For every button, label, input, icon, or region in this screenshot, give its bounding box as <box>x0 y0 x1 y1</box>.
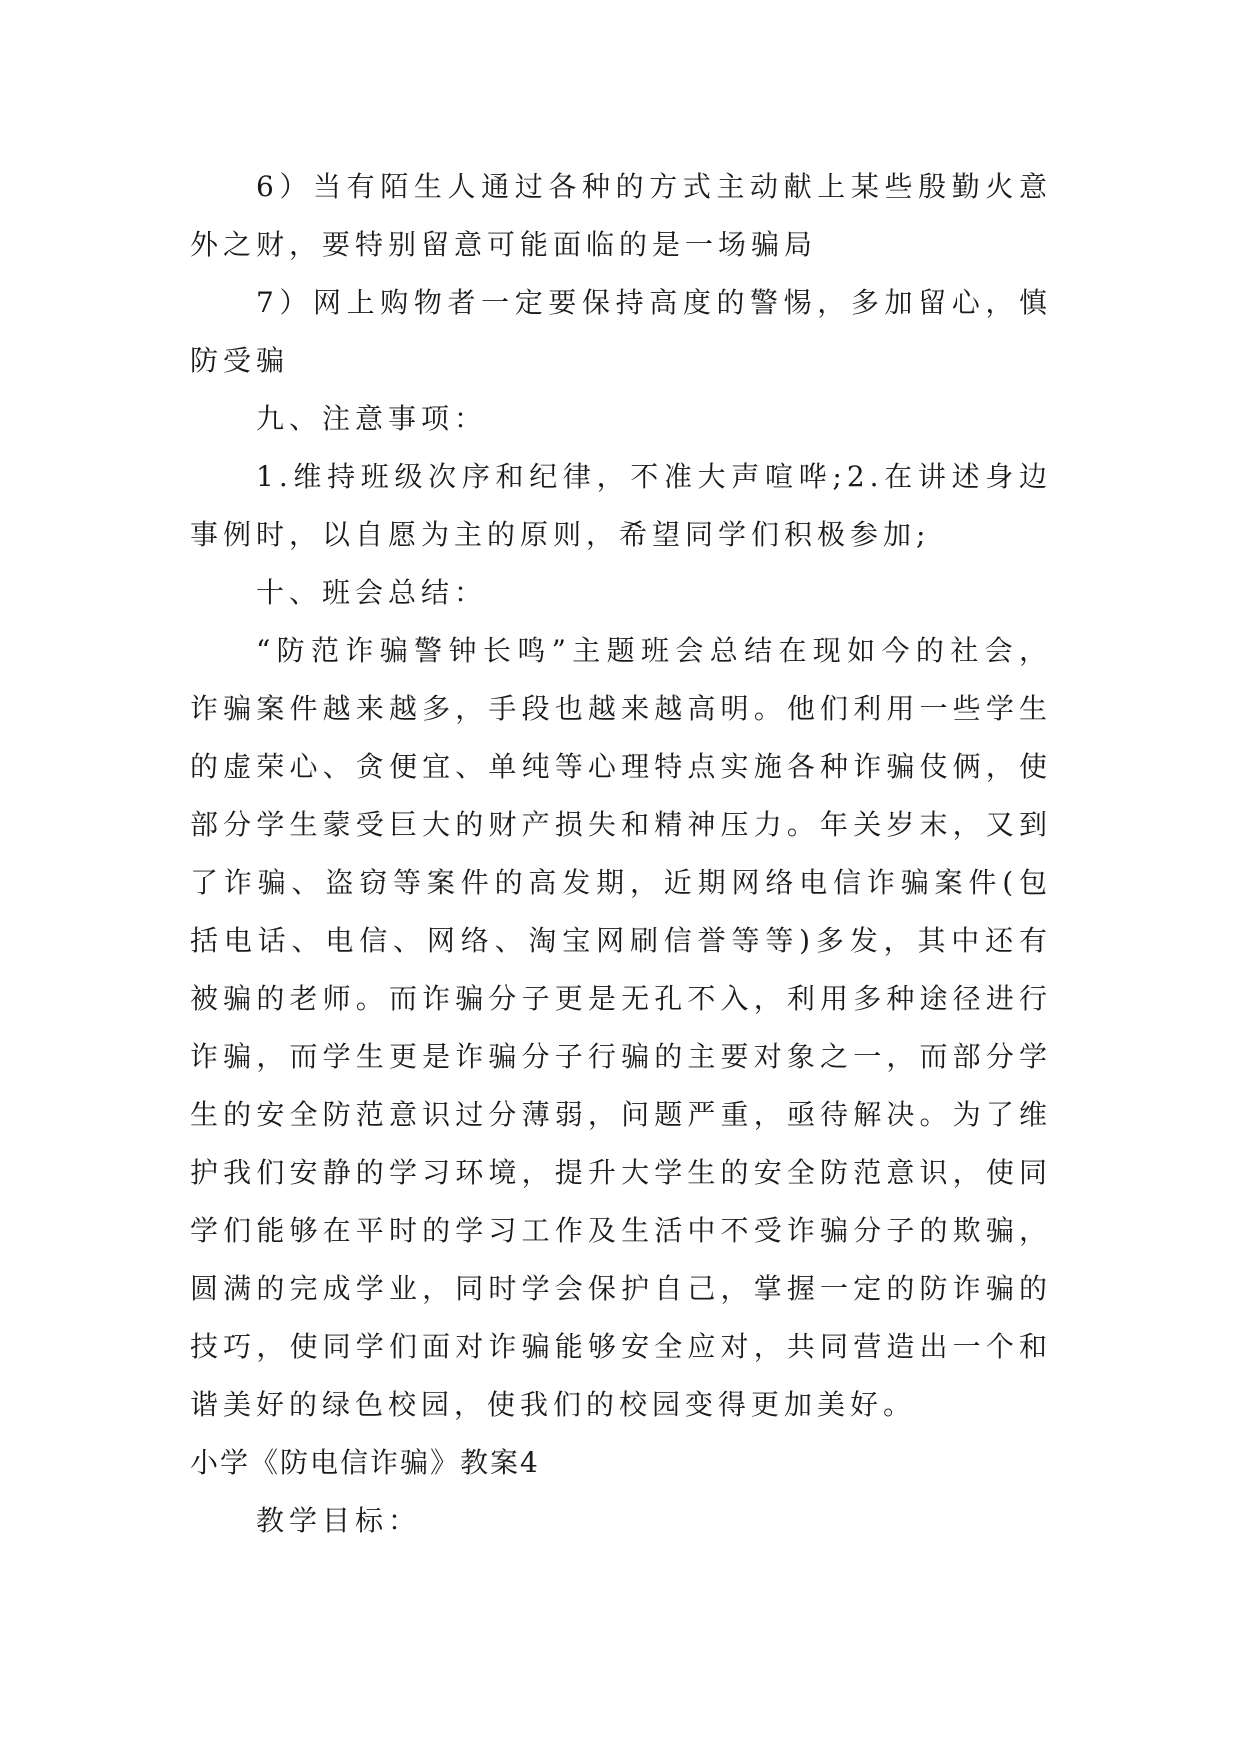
paragraph-item-7: 7）网上购物者一定要保持高度的警惕，多加留心，慎防受骗 <box>190 286 1052 377</box>
paragraph-item-6: 6）当有陌生人通过各种的方式主动献上某些殷勤火意外之财，要特别留意可能面临的是一场骗局 <box>190 170 1052 261</box>
document-body <box>190 158 1052 1550</box>
lesson-plan-title: 小学《防电信诈骗》教案4 <box>190 1446 540 1479</box>
section-heading-notes: 九、注意事项： <box>256 402 488 435</box>
paragraph-notes: 1.维持班级次序和纪律，不准大声喧哗;2.在讲述身边事例时，以自愿为主的原则，希望同学们积极参加; <box>190 460 1052 551</box>
section-heading-summary: 十、班会总结： <box>256 576 488 609</box>
section-heading-objectives: 教学目标： <box>256 1504 422 1537</box>
paragraph-summary: “防范诈骗警钟长鸣”主题班会总结在现如今的社会，诈骗案件越来越多，手段也越来越高明。他们利用一些学生的虚荣心、贪便宜、单纯等心理特点实施各种诈骗伎俩，使部分学生蒙受巨大的财产损失和精神压力。年关岁末，又到了诈骗、盗窃等案件的高发期，近期网络电信诈骗案件(包括电话、电信、网络、淘宝网刷信誉等等)多发，其中还有被骗的老师。而诈骗分子更是无孔不入，利用多种途径进行诈骗，而学生更是诈骗分子行骗的主要对象之一，而部分学生的安全防范意识过分薄弱，问题严重，亟待解决。为了维护我们安静的学习环境，提升大学生的安全防范意识，使同学们能够在平时的学习工作及生活中不受诈骗分子的欺骗，圆满的完成学业，同时学会保护自己，掌握一定的防诈骗的技巧，使同学们面对诈骗能够安全应对，共同营造出一个和谐美好的绿色校园，使我们的校园变得更加美好。 <box>190 634 1052 1421</box>
